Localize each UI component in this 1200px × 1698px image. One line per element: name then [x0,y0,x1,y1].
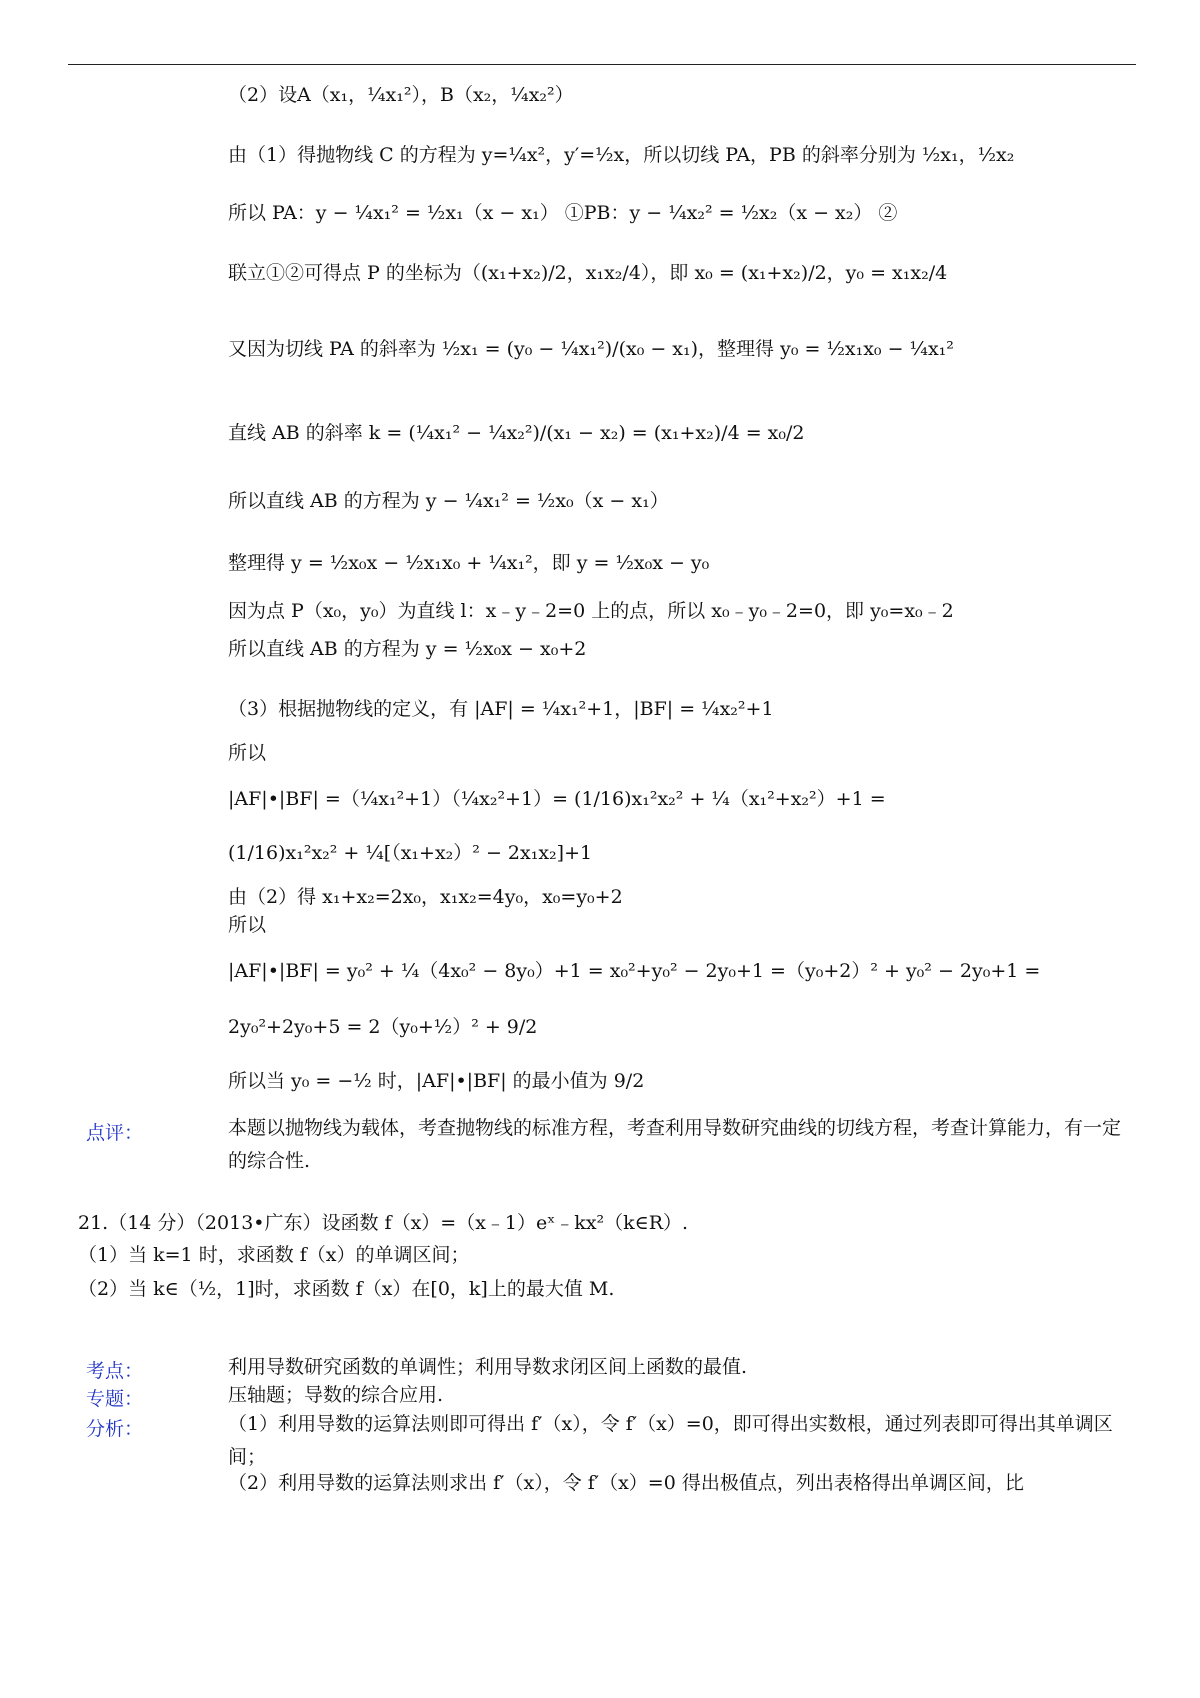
solution-line: 由（2）得 x₁+x₂=2x₀，x₁x₂=4y₀，x₀=y₀+2 [228,886,623,908]
fenxi-label: 分析： [86,1418,144,1440]
solution-line: 所以直线 AB 的方程为 y = ½x₀x − x₀+2 [228,638,587,660]
comment-label: 点评： [86,1122,144,1144]
solution-line: 因为点 P（x₀，y₀）为直线 l：x﹣y﹣2=0 上的点，所以 x₀﹣y₀﹣2=0，即 y₀=x₀﹣2 [228,600,954,622]
solution-line: 直线 AB 的斜率 k = (¼x₁² − ¼x₂²)/(x₁ − x₂) = (x₁+x₂)/4 = x₀/2 [228,422,805,444]
fenxi-text-1: （1）利用导数的运算法则即可得出 f′（x），令 f′（x）=0，即可得出实数根，通过列表即可得出其单调区间； [228,1413,1113,1469]
solution-line: 所以 PA：y − ¼x₁² = ½x₁（x − x₁） ①PB：y − ¼x₂² = ½x₂（x − x₂） ② [228,202,898,224]
top-rule [68,64,1136,65]
question-21-header: 21.（14 分）（2013•广东）设函数 f（x）=（x﹣1）eˣ﹣kx²（k∈R）. [78,1212,689,1234]
solution-line: 所以当 y₀ = −½ 时，|AF|•|BF| 的最小值为 9/2 [228,1070,645,1092]
comment-text: 本题以抛物线为载体，考查抛物线的标准方程，考查利用导数研究曲线的切线方程，考查计算能力，有一定的综合性. [228,1117,1122,1173]
zhuanti-label: 专题： [86,1388,144,1410]
kaodian-text: 利用导数研究函数的单调性；利用导数求闭区间上函数的最值. [228,1356,748,1378]
solution-line: 整理得 y = ½x₀x − ½x₁x₀ + ¼x₁²，即 y = ½x₀x − y₀ [228,552,710,574]
solution-line: （2）设A（x₁，¼x₁²），B（x₂，¼x₂²） [228,84,574,106]
solution-line: 所以 [228,914,267,936]
solution-line: (1/16)x₁²x₂² + ¼[（x₁+x₂）² − 2x₁x₂]+1 [228,842,593,864]
solution-line: （3）根据抛物线的定义，有 |AF| = ¼x₁²+1，|BF| = ¼x₂²+1 [228,698,774,720]
solution-line: |AF|•|BF| = y₀² + ¼（4x₀² − 8y₀）+1 = x₀²+y₀² − 2y₀+1 =（y₀+2）² + y₀² − 2y₀+1 = [228,960,1041,982]
kaodian-label: 考点： [86,1360,144,1382]
solution-line: 由（1）得抛物线 C 的方程为 y=¼x²，y′=½x，所以切线 PA，PB 的斜率分别为 ½x₁，½x₂ [228,144,1015,166]
solution-line: 所以 [228,742,267,764]
solution-line: 又因为切线 PA 的斜率为 ½x₁ = (y₀ − ¼x₁²)/(x₀ − x₁)，整理得 y₀ = ½x₁x₀ − ¼x₁² [228,338,954,360]
solution-line: 所以直线 AB 的方程为 y − ¼x₁² = ½x₀（x − x₁） [228,490,669,512]
solution-line: 联立①②可得点 P 的坐标为（(x₁+x₂)/2，x₁x₂/4），即 x₀ = (x₁+x₂)/2，y₀ = x₁x₂/4 [228,262,948,284]
question-21-part1: （1）当 k=1 时，求函数 f（x）的单调区间； [78,1244,470,1266]
zhuanti-text: 压轴题；导数的综合应用. [228,1384,444,1406]
question-21-part2: （2）当 k∈（½，1]时，求函数 f（x）在[0，k]上的最大值 M. [78,1278,615,1300]
fenxi-text-2: （2）利用导数的运算法则求出 f′（x），令 f′（x）=0 得出极值点，列出表格得出单调区间，比 [228,1472,1024,1494]
solution-line: |AF|•|BF| =（¼x₁²+1）（¼x₂²+1）= (1/16)x₁²x₂² + ¼（x₁²+x₂²）+1 = [228,788,886,810]
solution-line: 2y₀²+2y₀+5 = 2（y₀+½）² + 9/2 [228,1016,538,1038]
